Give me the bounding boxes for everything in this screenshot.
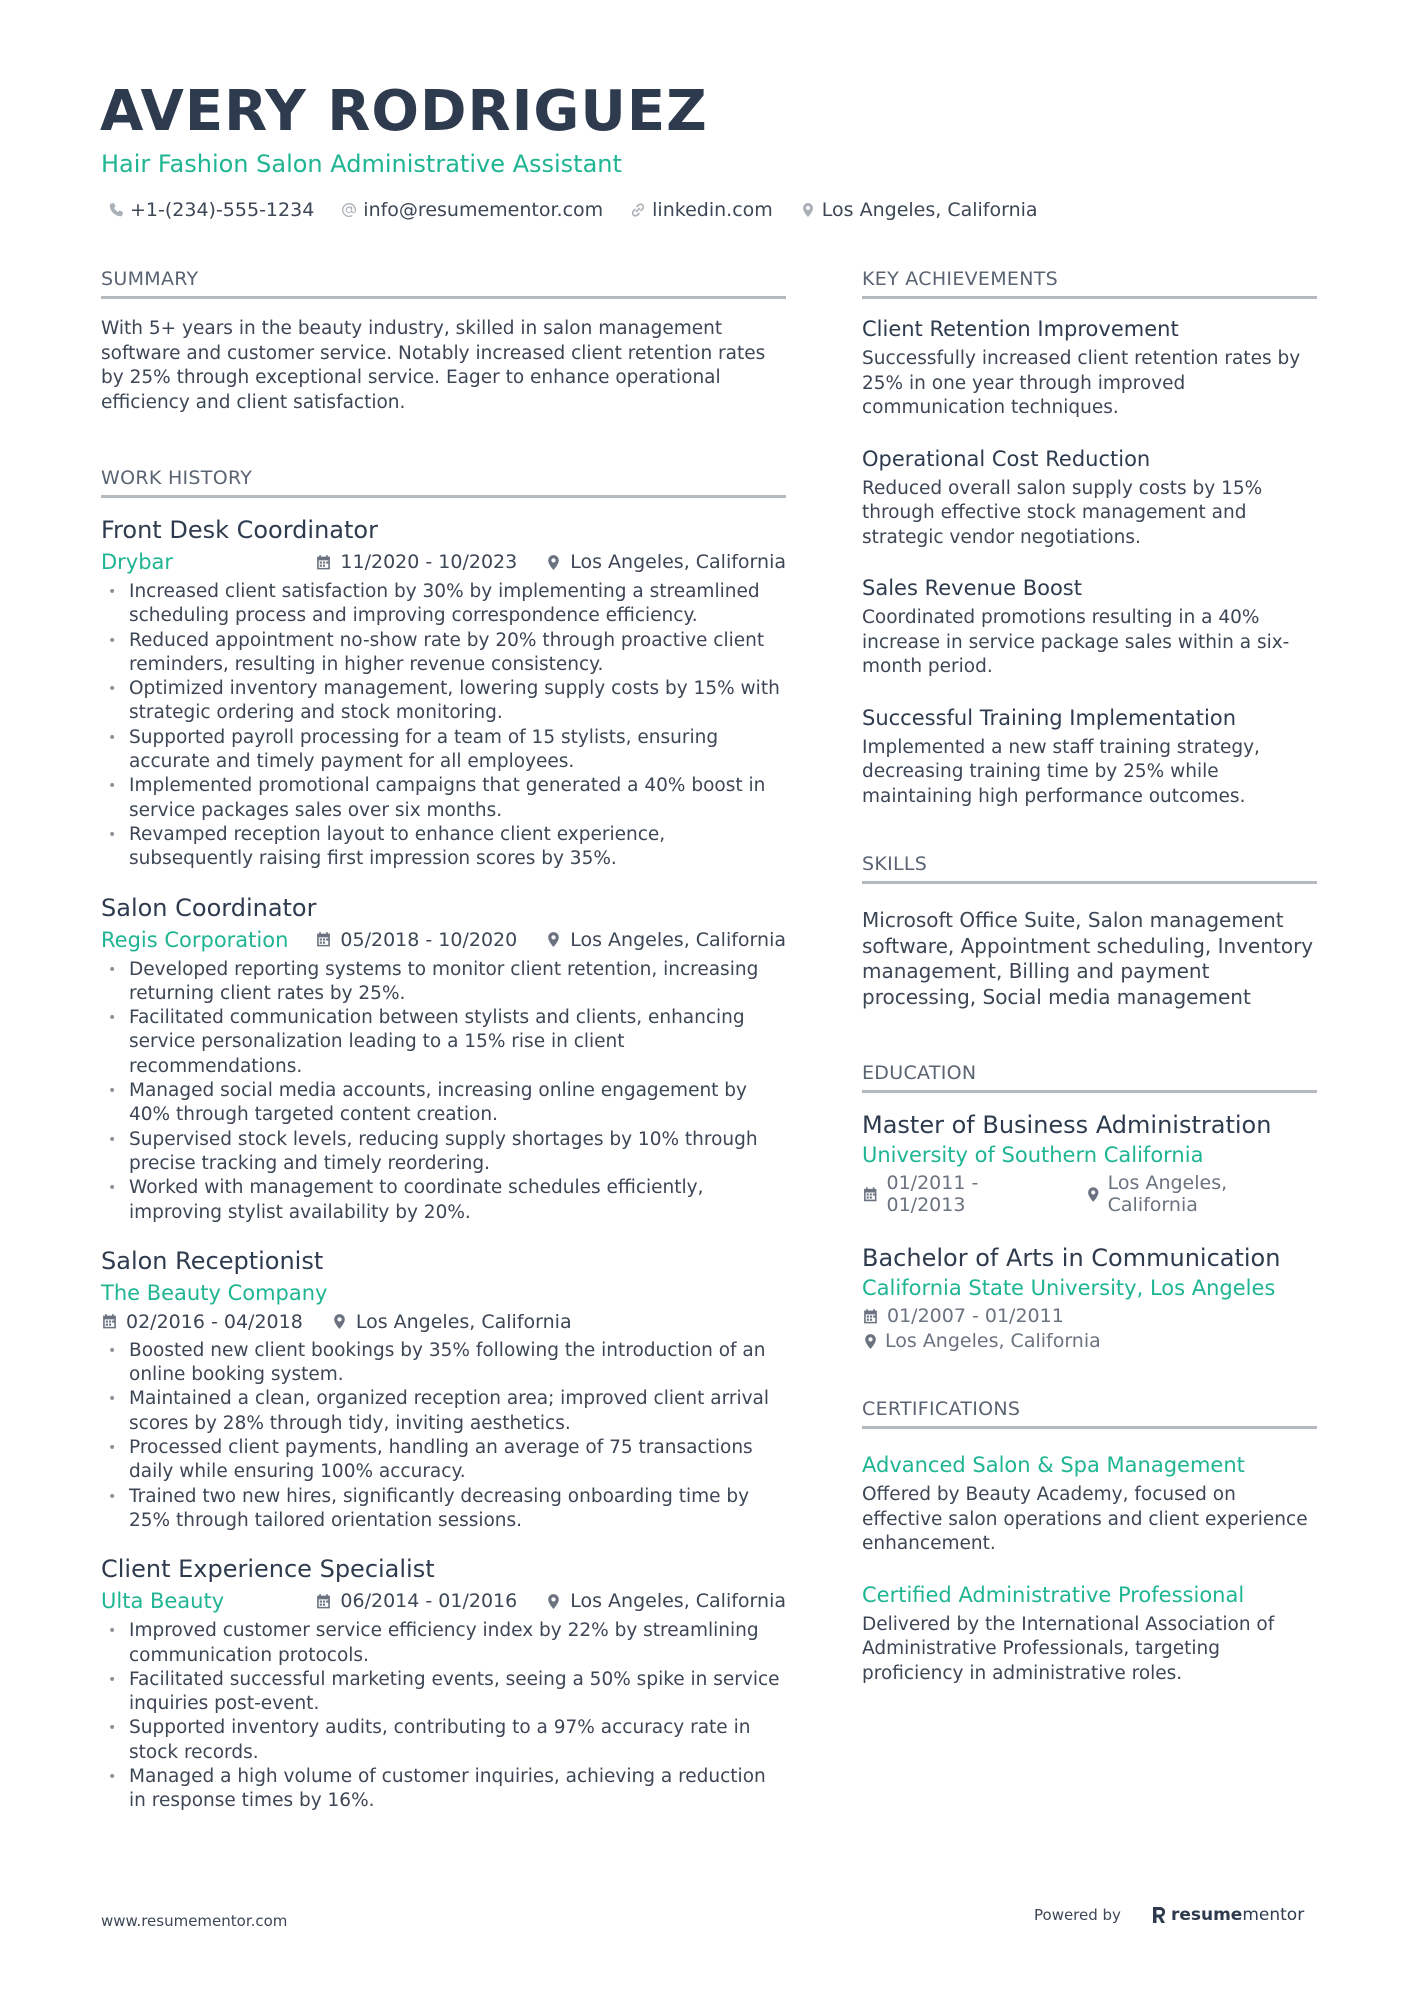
skills-heading: SKILLS: [862, 853, 1317, 884]
job-title: Salon Coordinator: [101, 893, 317, 922]
at-icon: [341, 202, 357, 218]
contact-phone[interactable]: [108, 199, 314, 221]
job-bullet: • Managed a high volume of customer inquiries, achieving a reduction in response times by 16%.: [101, 1765, 786, 1814]
certification-item: [862, 1583, 1317, 1687]
contact-location: [800, 199, 1038, 221]
contact-bar: [108, 199, 1065, 221]
summary-text: With 5+ years in the beauty industry, skilled in salon management software and customer service. Notably increased client retention rates by 25% through exceptional service. Eager to enhance operational efficiency and client satisfaction.: [101, 318, 766, 413]
job-bullet: • Increased client satisfaction by 30% by implementing a streamlined scheduling process and improving correspondence efficiency.: [101, 580, 786, 629]
achievement-title: Client Retention Improvement: [862, 317, 1179, 341]
achievement-text: Implemented a new staff training strategy, decreasing training time by 25% while maintaining high performance outcomes.: [862, 736, 1260, 807]
link-icon: [630, 202, 646, 218]
location-pin-icon: [545, 931, 562, 948]
education-heading: EDUCATION: [862, 1062, 1317, 1093]
job-bullet: • Worked with management to coordinate schedules efficiently, improving stylist availability by 20%.: [101, 1176, 786, 1225]
achievement-item: [862, 576, 1317, 680]
location-pin-icon: [862, 1333, 879, 1350]
job-list: [101, 516, 786, 1814]
job-title: Client Experience Specialist: [101, 1555, 435, 1584]
email-text: info@resumementor.com: [363, 199, 604, 221]
job-bullets: [101, 1619, 786, 1813]
calendar-icon: [315, 931, 332, 948]
education-item: [862, 1244, 1317, 1352]
work-history-heading: WORK HISTORY: [101, 467, 786, 498]
certification-title: Advanced Salon & Spa Management: [862, 1453, 1245, 1477]
job-bullets: [101, 958, 786, 1225]
job-company: Ulta Beauty: [101, 1589, 225, 1614]
education-list: [862, 1111, 1317, 1352]
job-location: Los Angeles, California: [545, 1590, 786, 1612]
achievement-list: [862, 317, 1317, 809]
right-column: [862, 268, 1317, 1712]
job-dates: 02/2016 - 04/2018: [101, 1311, 303, 1333]
job-company: Regis Corporation: [101, 927, 289, 952]
job-bullet: • Facilitated successful marketing events, seeing a 50% spike in service inquiries post-event.: [101, 1668, 786, 1717]
achievement-text: Coordinated promotions resulting in a 40% increase in service package sales within a six-month period.: [862, 607, 1290, 677]
job-bullet: • Optimized inventory management, lowering supply costs by 15% with strategic ordering and stock monitoring.: [101, 677, 786, 726]
calendar-icon: [101, 1313, 118, 1330]
contact-email[interactable]: [341, 199, 603, 221]
job-bullet: • Supported inventory audits, contributing to a 97% accuracy rate in stock records.: [101, 1716, 786, 1765]
job-company: Drybar: [101, 550, 174, 574]
job-bullet: • Trained two new hires, significantly decreasing onboarding time by 25% through tailored orientation sessions.: [101, 1485, 786, 1534]
achievement-text: Reduced overall salon supply costs by 15% through effective stock management and strategic vendor negotiations.: [862, 477, 1263, 548]
job-entry: [101, 894, 786, 1225]
achievements-heading: KEY ACHIEVEMENTS: [862, 268, 1317, 299]
job-entry: [101, 516, 786, 872]
footer-website[interactable]: www.resumementor.com: [101, 1912, 288, 1930]
job-bullet: • Revamped reception layout to enhance client experience, subsequently raising first impression scores by 35%.: [101, 823, 786, 872]
job-entry: [101, 1247, 786, 1533]
job-bullet: • Processed client payments, handling an average of 75 transactions daily while ensuring 100% accuracy.: [101, 1436, 786, 1485]
location-pin-icon: [545, 554, 562, 571]
footer-branding: [1034, 1905, 1304, 1925]
job-bullet: • Implemented promotional campaigns that generated a 40% boost in service packages sales over six months.: [101, 774, 786, 823]
job-dates: 11/2020 - 10/2023: [315, 551, 517, 573]
education-degree: Master of Business Administration: [862, 1111, 1272, 1139]
candidate-title: Hair Fashion Salon Administrative Assistant: [101, 150, 622, 178]
location-pin-icon: [331, 1313, 348, 1330]
job-bullet: • Supervised stock levels, reducing supply shortages by 10% through precise tracking and timely reordering.: [101, 1128, 786, 1177]
job-meta: [101, 1589, 786, 1613]
job-bullet: • Managed social media accounts, increasing online engagement by 40% through targeted content creation.: [101, 1079, 786, 1128]
achievement-title: Successful Training Implementation: [862, 705, 1237, 730]
job-location: Los Angeles, California: [545, 929, 786, 951]
location-text: Los Angeles, California: [821, 199, 1038, 221]
job-dates: 05/2018 - 10/2020: [315, 929, 517, 951]
education-location: Los Angeles, California: [1085, 1172, 1317, 1216]
contact-linkedin[interactable]: [630, 199, 773, 221]
location-pin-icon: [800, 202, 816, 218]
job-entry: [101, 1555, 786, 1813]
education-school: University of Southern California: [862, 1143, 1204, 1167]
phone-icon: [108, 202, 124, 218]
job-bullet: • Developed reporting systems to monitor client retention, increasing returning client rates by 25%.: [101, 958, 786, 1007]
education-dates: 01/2007 - 01/2011: [862, 1305, 1317, 1327]
certification-list: [862, 1453, 1317, 1686]
education-meta: [862, 1172, 1317, 1216]
job-meta: [101, 1311, 786, 1333]
certification-item: [862, 1453, 1317, 1557]
certification-title: Certified Administrative Professional: [862, 1582, 1245, 1607]
achievement-item: [862, 447, 1317, 551]
phone-text: +1-(234)-555-1234: [130, 199, 315, 221]
job-bullet: • Supported payroll processing for a team of 15 stylists, ensuring accurate and timely payment for all employees.: [101, 726, 786, 775]
summary-heading: SUMMARY: [101, 268, 786, 299]
skills-text: Microsoft Office Suite, Salon management software, Appointment scheduling, Inventory management, Billing and payment processing, Social media management: [862, 908, 1314, 1009]
brand-rest: mentor: [1242, 1905, 1305, 1925]
certifications-heading: CERTIFICATIONS: [862, 1398, 1317, 1429]
job-company: The Beauty Company: [101, 1280, 328, 1305]
calendar-icon: [862, 1308, 879, 1325]
job-bullets: [101, 580, 786, 872]
job-meta: [101, 550, 786, 574]
calendar-icon: [315, 1593, 332, 1610]
location-pin-icon: [1085, 1186, 1102, 1203]
achievement-item: [862, 317, 1317, 421]
job-bullet: • Reduced appointment no-show rate by 20% through proactive client reminders, resulting in higher revenue consistency.: [101, 629, 786, 678]
job-bullet: • Facilitated communication between stylists and clients, enhancing service personalization leading to a 15% rise in client recommendations.: [101, 1006, 786, 1079]
education-location: Los Angeles, California: [862, 1330, 1317, 1352]
education-degree: Bachelor of Arts in Communication: [862, 1244, 1281, 1272]
job-bullet: • Maintained a clean, organized reception area; improved client arrival scores by 28% through tidy, inviting aesthetics.: [101, 1387, 786, 1436]
calendar-icon: [862, 1186, 878, 1203]
job-bullet: • Improved customer service efficiency index by 22% by streamlining communication protocols.: [101, 1619, 786, 1668]
location-pin-icon: [545, 1593, 562, 1610]
education-school: California State University, Los Angeles: [862, 1276, 1276, 1300]
resumementor-logo-icon: [1151, 1905, 1167, 1925]
brand-bold: resume: [1170, 1905, 1243, 1925]
job-location: Los Angeles, California: [545, 551, 786, 573]
job-meta: [101, 928, 786, 952]
achievement-title: Operational Cost Reduction: [862, 446, 1151, 471]
education-meta: [862, 1305, 1317, 1352]
certification-text: Offered by Beauty Academy, focused on effective salon operations and client experience enhancement.: [862, 1484, 1308, 1554]
left-column: [101, 268, 786, 1836]
brand-logo[interactable]: [1151, 1905, 1304, 1925]
job-bullets: [101, 1339, 786, 1533]
education-dates: 01/2011 - 01/2013: [862, 1172, 1058, 1216]
linkedin-text: linkedin.com: [652, 199, 773, 221]
achievement-title: Sales Revenue Boost: [862, 576, 1082, 600]
powered-by-label: Powered by: [1034, 1906, 1121, 1924]
education-item: [862, 1111, 1317, 1216]
job-title: Front Desk Coordinator: [101, 516, 378, 544]
candidate-name: AVERY RODRIGUEZ: [100, 79, 708, 144]
achievement-text: Successfully increased client retention rates by 25% in one year through improved communication techniques.: [862, 348, 1301, 418]
achievement-item: [862, 706, 1317, 810]
certification-text: Delivered by the International Association of Administrative Professionals, targeting proficiency in administrative roles.: [862, 1613, 1275, 1684]
job-bullet: • Boosted new client bookings by 35% following the introduction of an online booking system.: [101, 1339, 786, 1388]
job-title: Salon Receptionist: [101, 1246, 324, 1275]
job-dates: 06/2014 - 01/2016: [315, 1590, 517, 1612]
job-location: Los Angeles, California: [331, 1311, 572, 1333]
calendar-icon: [315, 554, 332, 571]
